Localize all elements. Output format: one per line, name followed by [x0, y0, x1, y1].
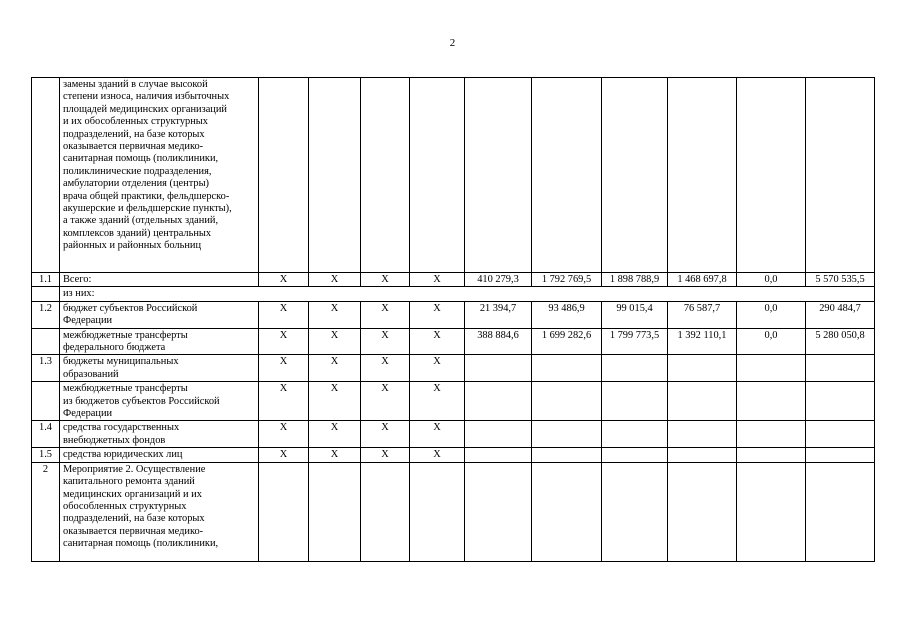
value-cell: 1 468 697,8 — [668, 273, 737, 287]
value-cell — [465, 448, 532, 462]
value-cell — [668, 448, 737, 462]
value-cell — [465, 382, 532, 421]
x-mark: X — [361, 273, 410, 287]
row-description: межбюджетные трансферты федерального бюджета — [60, 328, 259, 355]
row-description: Всего: — [60, 273, 259, 287]
value-cell: 5 280 050,8 — [806, 328, 875, 355]
value-cell: 93 486,9 — [532, 301, 602, 328]
value-cell — [532, 448, 602, 462]
value-cell — [668, 462, 737, 561]
x-mark: X — [361, 301, 410, 328]
x-mark: X — [309, 355, 361, 382]
value-cell — [602, 462, 668, 561]
table-row — [32, 328, 875, 355]
value-cell: 0,0 — [737, 301, 806, 328]
row-description: замены зданий в случае высокой степени износа, наличия избыточных площадей медицинских организаций и их обособленных структурных подразделений, на базе которых оказывается первичная медико- санитарная помощь (поликлиники, поликлинические подразделения, амбулатории отделения (центры) врача общей практики, фельдшерско- акушерские и фельдшерские пункты), а также зданий (отдельных зданий, комплексов зданий) центральных районных и районных больниц — [60, 78, 259, 273]
value-cell — [465, 462, 532, 561]
row-description: межбюджетные трансферты из бюджетов субъектов Российской Федерации — [60, 382, 259, 421]
x-mark: X — [410, 273, 465, 287]
value-cell — [806, 448, 875, 462]
table-row — [32, 382, 875, 421]
value-cell — [737, 448, 806, 462]
value-cell — [668, 382, 737, 421]
value-cell: 76 587,7 — [668, 301, 737, 328]
x-mark: X — [259, 273, 309, 287]
value-cell: 1 799 773,5 — [602, 328, 668, 355]
x-mark: X — [309, 448, 361, 462]
table-row — [32, 301, 875, 328]
value-cell: 290 484,7 — [806, 301, 875, 328]
page-number: 2 — [449, 37, 456, 49]
table-row — [32, 78, 875, 273]
row-number: 1.1 — [32, 273, 60, 287]
row-number: 1.5 — [32, 448, 60, 462]
table-row — [32, 355, 875, 382]
value-cell — [602, 78, 668, 273]
row-number: 1.4 — [32, 421, 60, 448]
table-row — [32, 421, 875, 448]
value-cell — [806, 355, 875, 382]
value-cell — [532, 462, 602, 561]
value-cell — [668, 355, 737, 382]
x-mark: X — [259, 301, 309, 328]
x-mark: X — [410, 355, 465, 382]
value-cell: 388 884,6 — [465, 328, 532, 355]
value-cell — [806, 78, 875, 273]
x-mark: X — [361, 421, 410, 448]
value-cell — [737, 462, 806, 561]
value-cell — [737, 355, 806, 382]
x-mark: X — [309, 328, 361, 355]
value-cell — [806, 462, 875, 561]
x-mark: X — [259, 448, 309, 462]
value-cell — [737, 382, 806, 421]
value-cell — [602, 355, 668, 382]
value-cell — [532, 382, 602, 421]
x-mark: X — [410, 448, 465, 462]
value-cell: 0,0 — [737, 273, 806, 287]
x-mark: X — [361, 448, 410, 462]
x-mark: X — [309, 273, 361, 287]
x-mark: X — [309, 421, 361, 448]
row-description: бюджет субъектов Российской Федерации — [60, 301, 259, 328]
value-cell: 0,0 — [737, 328, 806, 355]
x-mark: X — [259, 421, 309, 448]
row-number — [32, 78, 60, 273]
row-description: Мероприятие 2. Осуществление капитального ремонта зданий медицинских организаций и их обособленных структурных подразделений, на базе которых оказывается первичная медико- санитарная помощь (поликлиники, — [60, 462, 259, 561]
row-description: средства юридических лиц — [60, 448, 259, 462]
x-mark: X — [410, 421, 465, 448]
value-cell: 99 015,4 — [602, 301, 668, 328]
x-mark: X — [259, 355, 309, 382]
value-cell — [465, 355, 532, 382]
value-cell: 1 792 769,5 — [532, 273, 602, 287]
value-cell — [737, 78, 806, 273]
value-cell — [602, 382, 668, 421]
budget-table — [31, 77, 875, 562]
value-cell: 410 279,3 — [465, 273, 532, 287]
row-description: из них: — [60, 287, 875, 301]
row-description: средства государственных внебюджетных фондов — [60, 421, 259, 448]
row-description: бюджеты муниципальных образований — [60, 355, 259, 382]
x-mark: X — [309, 301, 361, 328]
row-number: 1.3 — [32, 355, 60, 382]
row-number — [32, 287, 60, 301]
value-cell: 1 392 110,1 — [668, 328, 737, 355]
x-mark: X — [259, 382, 309, 421]
value-cell — [532, 421, 602, 448]
table-row — [32, 462, 875, 561]
x-mark: X — [361, 355, 410, 382]
value-cell: 1 699 282,6 — [532, 328, 602, 355]
row-number: 1.2 — [32, 301, 60, 328]
value-cell — [602, 448, 668, 462]
value-cell — [737, 421, 806, 448]
row-number — [32, 328, 60, 355]
value-cell — [668, 421, 737, 448]
row-number — [32, 382, 60, 421]
value-cell: 5 570 535,5 — [806, 273, 875, 287]
value-cell — [668, 78, 737, 273]
value-cell — [465, 78, 532, 273]
x-mark: X — [361, 328, 410, 355]
row-number: 2 — [32, 462, 60, 561]
table-row — [32, 273, 875, 287]
value-cell — [532, 78, 602, 273]
x-mark: X — [309, 382, 361, 421]
x-mark: X — [259, 328, 309, 355]
value-cell: 21 394,7 — [465, 301, 532, 328]
value-cell — [806, 382, 875, 421]
x-mark: X — [410, 382, 465, 421]
x-mark: X — [410, 301, 465, 328]
table-row — [32, 287, 875, 301]
value-cell: 1 898 788,9 — [602, 273, 668, 287]
value-cell — [465, 421, 532, 448]
value-cell — [532, 355, 602, 382]
value-cell — [602, 421, 668, 448]
table-row — [32, 448, 875, 462]
x-mark: X — [361, 382, 410, 421]
value-cell — [806, 421, 875, 448]
x-mark: X — [410, 328, 465, 355]
